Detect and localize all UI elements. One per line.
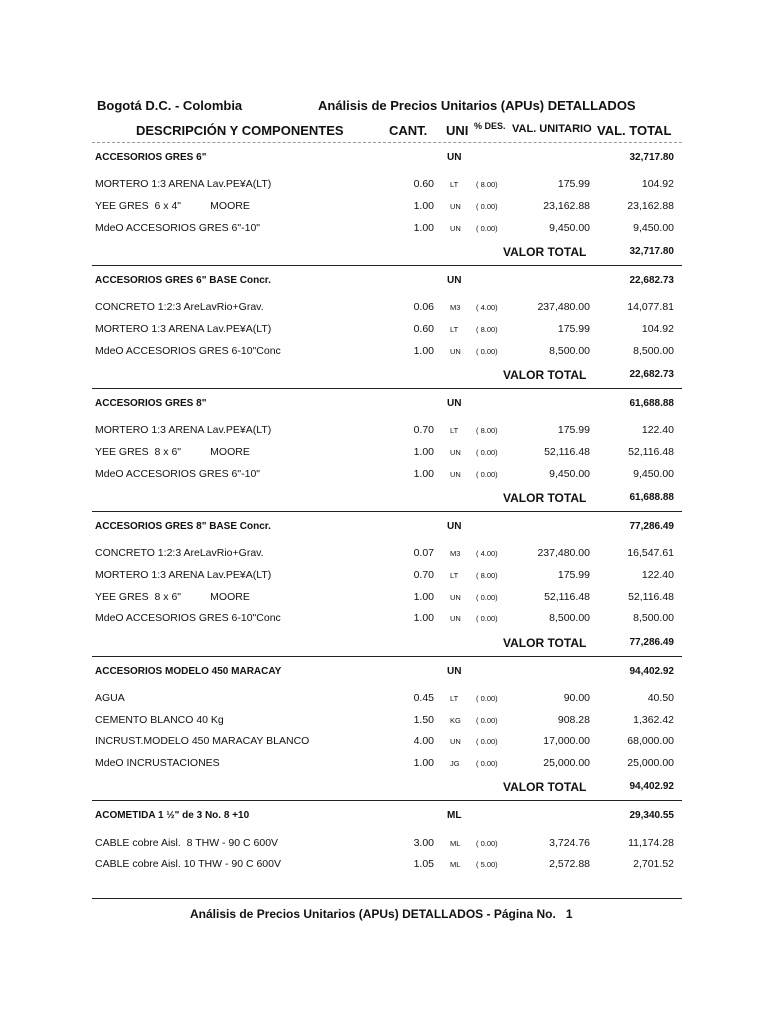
table-row [92, 837, 682, 853]
item-unit-value: 175.99 [557, 569, 590, 581]
table-row [92, 200, 682, 216]
col-header-unit: UNI [446, 123, 469, 138]
item-unit-value: 175.99 [557, 424, 590, 436]
section-unit: UN [447, 521, 462, 532]
total-label: VALOR TOTAL [503, 780, 587, 794]
item-discount: ( 8.00) [476, 571, 498, 580]
total-value: 22,682.73 [629, 369, 674, 380]
item-description: CONCRETO 1:2:3 AreLavRio+Grav. [95, 301, 264, 313]
item-description: MORTERO 1:3 ARENA Lav.PE¥A(LT) [95, 178, 272, 190]
item-quantity: 0.06 [413, 301, 434, 313]
total-label: VALOR TOTAL [503, 491, 587, 505]
item-quantity: 0.07 [413, 547, 434, 559]
item-discount: ( 0.00) [476, 716, 498, 725]
table-row [92, 178, 682, 194]
item-discount: ( 0.00) [476, 347, 498, 356]
table-row [92, 301, 682, 317]
item-quantity: 0.60 [413, 178, 434, 190]
footer-divider [92, 898, 682, 899]
section-divider [92, 265, 682, 266]
item-quantity: 1.00 [413, 446, 434, 458]
header-divider [92, 142, 682, 143]
item-unit-value: 52,116.48 [544, 591, 590, 603]
item-total-value: 14,077.81 [627, 301, 674, 313]
section-divider [92, 800, 682, 801]
section-total: 29,340.55 [629, 810, 674, 821]
item-unit: KG [450, 716, 461, 725]
item-discount: ( 5.00) [476, 860, 498, 869]
section-total: 94,402.92 [629, 666, 674, 677]
total-label: VALOR TOTAL [503, 636, 587, 650]
item-discount: ( 4.00) [476, 549, 498, 558]
item-description: MdeO ACCESORIOS GRES 6"-10" [95, 468, 261, 480]
item-description: AGUA [95, 692, 125, 704]
item-unit: ML [450, 839, 461, 848]
item-total-value: 11,174.28 [628, 837, 674, 849]
document-title: Análisis de Precios Unitarios (APUs) DETALLADOS [318, 98, 636, 113]
item-unit-value: 8,500.00 [549, 612, 590, 624]
item-quantity: 1.00 [413, 612, 434, 624]
table-row [92, 757, 682, 773]
total-label: VALOR TOTAL [503, 245, 587, 259]
item-unit: UN [450, 614, 461, 623]
item-discount: ( 0.00) [476, 470, 498, 479]
item-quantity: 1.00 [413, 345, 434, 357]
item-unit: JG [450, 759, 460, 768]
item-description: INCRUST.MODELO 450 MARACAY BLANCO [95, 735, 310, 747]
item-discount: ( 0.00) [476, 614, 498, 623]
table-row [92, 612, 682, 628]
col-header-unit-value: VAL. UNITARIO [512, 123, 592, 135]
table-row [92, 345, 682, 361]
item-discount: ( 0.00) [476, 593, 498, 602]
item-unit-value: 52,116.48 [544, 446, 590, 458]
item-total-value: 104.92 [641, 323, 674, 335]
col-header-description: DESCRIPCIÓN Y COMPONENTES [136, 123, 344, 138]
item-total-value: 9,450.00 [633, 468, 674, 480]
item-total-value: 2,701.52 [633, 858, 674, 870]
section-title: ACOMETIDA 1 ½" de 3 No. 8 +10 [95, 810, 250, 821]
table-row [92, 858, 682, 874]
item-description: MdeO ACCESORIOS GRES 6"-10" [95, 222, 261, 234]
table-row [92, 547, 682, 563]
item-quantity: 0.45 [413, 692, 434, 704]
item-discount: ( 0.00) [476, 448, 498, 457]
item-total-value: 23,162.88 [627, 200, 674, 212]
item-description: MORTERO 1:3 ARENA Lav.PE¥A(LT) [95, 424, 272, 436]
item-total-value: 68,000.00 [627, 735, 674, 747]
item-unit-value: 3,724.76 [549, 837, 590, 849]
table-row [92, 446, 682, 462]
item-discount: ( 8.00) [476, 325, 498, 334]
item-discount: ( 0.00) [476, 759, 498, 768]
table-row [92, 424, 682, 440]
item-unit: LT [450, 426, 459, 435]
table-row [92, 222, 682, 238]
table-row [92, 569, 682, 585]
item-unit: UN [450, 593, 461, 602]
item-total-value: 16,547.61 [627, 547, 674, 559]
section-unit: ML [447, 810, 462, 821]
item-description: MORTERO 1:3 ARENA Lav.PE¥A(LT) [95, 323, 272, 335]
table-row [92, 591, 682, 607]
item-description: YEE GRES 8 x 6" MOORE [95, 591, 250, 603]
item-unit: UN [450, 347, 461, 356]
item-quantity: 1.05 [413, 858, 434, 870]
item-unit-value: 908.28 [557, 714, 590, 726]
item-description: MORTERO 1:3 ARENA Lav.PE¥A(LT) [95, 569, 272, 581]
section-divider [92, 656, 682, 657]
item-unit: ML [450, 860, 461, 869]
item-total-value: 9,450.00 [633, 222, 674, 234]
item-quantity: 4.00 [413, 735, 434, 747]
section-unit: UN [447, 275, 462, 286]
section-unit: UN [447, 666, 462, 677]
item-unit-value: 9,450.00 [549, 468, 590, 480]
item-description: CABLE cobre Aisl. 8 THW - 90 C 600V [95, 837, 279, 849]
item-discount: ( 8.00) [476, 180, 498, 189]
section-title: ACCESORIOS GRES 6" [95, 152, 207, 163]
item-total-value: 104.92 [641, 178, 674, 190]
total-value: 77,286.49 [629, 637, 674, 648]
item-unit: UN [450, 448, 461, 457]
section-unit: UN [447, 398, 462, 409]
total-value: 61,688.88 [629, 492, 674, 503]
table-row [92, 323, 682, 339]
item-description: YEE GRES 8 x 6" MOORE [95, 446, 250, 458]
item-total-value: 122.40 [641, 569, 674, 581]
col-header-discount: % DES. [474, 121, 506, 131]
item-quantity: 1.50 [413, 714, 434, 726]
item-quantity: 3.00 [413, 837, 434, 849]
total-label: VALOR TOTAL [503, 368, 587, 382]
col-header-total-value: VAL. TOTAL [597, 123, 672, 138]
section-title: ACCESORIOS GRES 8" BASE Concr. [95, 521, 271, 532]
table-row [92, 735, 682, 751]
item-unit: UN [450, 470, 461, 479]
item-discount: ( 8.00) [476, 426, 498, 435]
item-discount: ( 0.00) [476, 839, 498, 848]
item-unit: UN [450, 224, 461, 233]
item-total-value: 8,500.00 [633, 612, 674, 624]
total-value: 32,717.80 [629, 246, 674, 257]
item-quantity: 1.00 [413, 591, 434, 603]
item-unit-value: 17,000.00 [543, 735, 590, 747]
item-unit-value: 23,162.88 [543, 200, 590, 212]
item-quantity: 0.70 [413, 424, 434, 436]
section-divider [92, 511, 682, 512]
item-total-value: 52,116.48 [628, 446, 674, 458]
item-unit: LT [450, 325, 459, 334]
item-quantity: 1.00 [413, 200, 434, 212]
section-total: 77,286.49 [629, 521, 674, 532]
item-description: YEE GRES 6 x 4" MOORE [95, 200, 250, 212]
section-total: 22,682.73 [629, 275, 674, 286]
item-unit-value: 25,000.00 [543, 757, 590, 769]
item-description: CABLE cobre Aisl. 10 THW - 90 C 600V [95, 858, 281, 870]
section-total: 32,717.80 [629, 152, 674, 163]
item-total-value: 40.50 [647, 692, 674, 704]
section-title: ACCESORIOS MODELO 450 MARACAY [95, 666, 282, 677]
item-total-value: 1,362.42 [633, 714, 674, 726]
table-row [92, 468, 682, 484]
item-unit: M3 [450, 303, 461, 312]
table-row [92, 714, 682, 730]
item-total-value: 25,000.00 [627, 757, 674, 769]
item-discount: ( 0.00) [476, 202, 498, 211]
page-footer: Análisis de Precios Unitarios (APUs) DETALLADOS - Página No. 1 [190, 907, 573, 921]
item-description: MdeO ACCESORIOS GRES 6-10"Conc [95, 612, 281, 624]
section-title: ACCESORIOS GRES 8" [95, 398, 207, 409]
item-unit: UN [450, 737, 461, 746]
item-description: MdeO INCRUSTACIONES [95, 757, 220, 769]
item-unit-value: 175.99 [557, 323, 590, 335]
total-value: 94,402.92 [629, 781, 674, 792]
item-unit-value: 237,480.00 [537, 301, 590, 313]
item-unit: LT [450, 180, 459, 189]
item-unit: LT [450, 571, 459, 580]
item-discount: ( 0.00) [476, 224, 498, 233]
item-description: CEMENTO BLANCO 40 Kg [95, 714, 224, 726]
item-quantity: 0.70 [413, 569, 434, 581]
item-total-value: 8,500.00 [633, 345, 674, 357]
item-quantity: 1.00 [413, 222, 434, 234]
item-unit: LT [450, 694, 459, 703]
item-discount: ( 0.00) [476, 694, 498, 703]
item-description: CONCRETO 1:2:3 AreLavRio+Grav. [95, 547, 264, 559]
col-header-quantity: CANT. [389, 123, 428, 138]
item-total-value: 122.40 [641, 424, 674, 436]
item-quantity: 1.00 [413, 757, 434, 769]
item-unit-value: 9,450.00 [549, 222, 590, 234]
city-label: Bogotá D.C. - Colombia [97, 98, 243, 113]
item-unit-value: 8,500.00 [549, 345, 590, 357]
table-row [92, 692, 682, 708]
item-unit: UN [450, 202, 461, 211]
item-unit-value: 237,480.00 [537, 547, 590, 559]
item-discount: ( 4.00) [476, 303, 498, 312]
item-quantity: 1.00 [413, 468, 434, 480]
item-total-value: 52,116.48 [628, 591, 674, 603]
section-total: 61,688.88 [629, 398, 674, 409]
item-unit: M3 [450, 549, 461, 558]
section-unit: UN [447, 152, 462, 163]
item-description: MdeO ACCESORIOS GRES 6-10"Conc [95, 345, 281, 357]
item-unit-value: 90.00 [563, 692, 590, 704]
item-discount: ( 0.00) [476, 737, 498, 746]
section-divider [92, 388, 682, 389]
item-quantity: 0.60 [413, 323, 434, 335]
item-unit-value: 2,572.88 [549, 858, 590, 870]
section-title: ACCESORIOS GRES 6" BASE Concr. [95, 275, 271, 286]
item-unit-value: 175.99 [557, 178, 590, 190]
